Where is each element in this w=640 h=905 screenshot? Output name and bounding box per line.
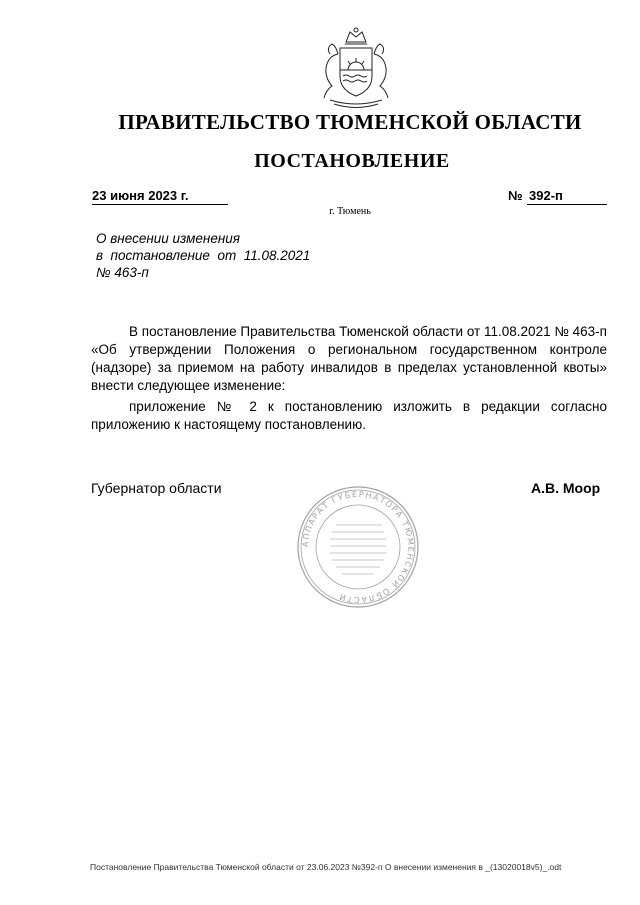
organization-title: ПРАВИТЕЛЬСТВО ТЮМЕНСКОЙ ОБЛАСТИ: [118, 110, 582, 134]
svg-text:АППАРАТ ГУБЕРНАТОРА ТЮМЕНСКОЙ: АППАРАТ ГУБЕРНАТОРА ТЮМЕНСКОЙ ОБЛАСТИ: [300, 489, 416, 605]
document-city: г. Тюмень: [329, 206, 371, 217]
subject-line: в постановление от 11.08.2021: [96, 248, 311, 263]
document-subject: [96, 230, 336, 281]
document-body: [91, 323, 607, 437]
footer-file-reference: Постановление Правительства Тюменской области от 23.06.2023 №392-п О внесении изменения в _(13020018v5)_.odt: [90, 862, 562, 872]
body-paragraph: В постановление Правительства Тюменской области от 11.08.2021 № 463-п «Об утверждении Положения о региональном государственном контроле (надзоре) за приемом на работу инвалидов в пределах установленной квоты» внести следующее изменение:: [91, 324, 607, 393]
number-sign: №: [508, 188, 523, 203]
official-stamp-icon: [296, 485, 420, 609]
document-type: ПОСТАНОВЛЕНИЕ: [254, 150, 450, 172]
document-number: 392-п: [527, 188, 607, 205]
signatory-position: Губернатор области: [91, 480, 222, 496]
body-paragraph: приложение № 2 к постановлению изложить в редакции согласно приложению к настоящему постановлению.: [91, 399, 607, 432]
subject-line: № 463-п: [96, 265, 149, 280]
coat-of-arms-icon: [310, 24, 402, 110]
subject-line: О внесении изменения: [96, 231, 241, 246]
document-date: 23 июня 2023 г.: [92, 188, 228, 205]
signatory-name: А.В. Моор: [531, 480, 601, 496]
